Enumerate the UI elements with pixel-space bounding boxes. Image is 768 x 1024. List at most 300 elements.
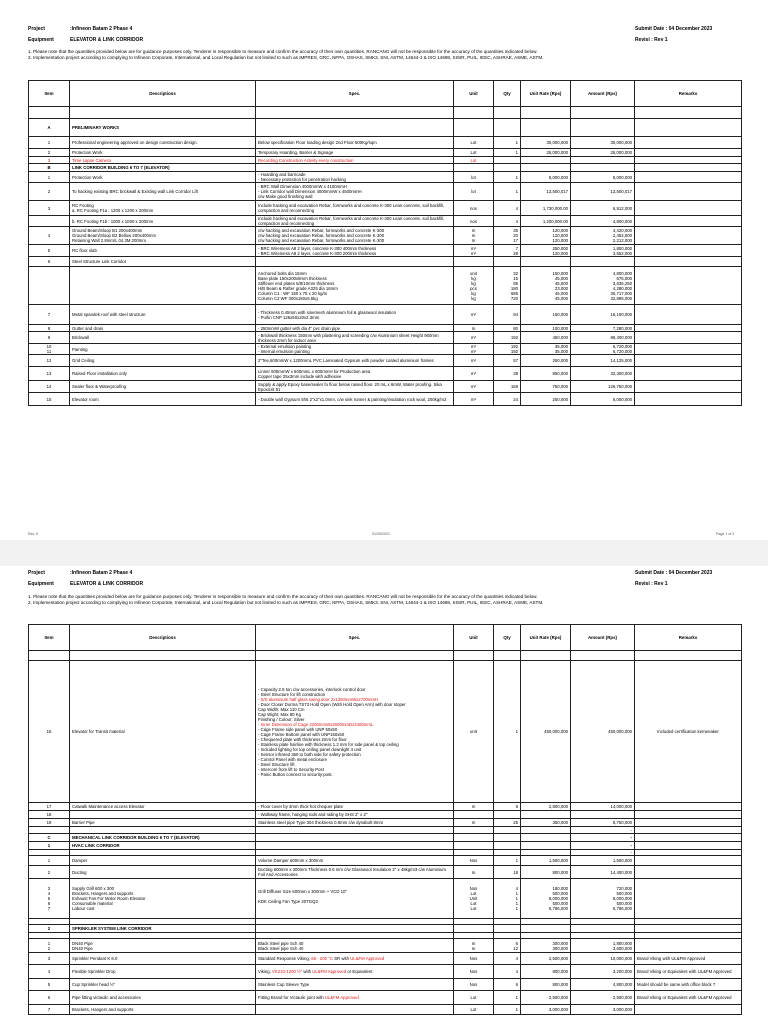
boq-table-page-2 [28, 624, 742, 1015]
spec-line: - Inner Dimension of Cage 2200mmWx2600mmDx2400mmL [258, 721, 374, 727]
description-cell [70, 267, 256, 305]
spec-line: - Cage Frame side panel with UNP 50x50 [258, 726, 338, 732]
item-cell: 3 [29, 953, 70, 965]
description-cell: Raised Floor installation only [70, 367, 256, 381]
item-cell: B [29, 164, 70, 172]
description-cell: Pipe fitting victaulic and accessories [70, 991, 256, 1005]
item-cell: 1 [29, 842, 70, 850]
rate-cell: 800,000 [521, 965, 571, 979]
col-qty: Qty [494, 81, 521, 107]
note-1: 1. Please note that the quantities provided below are for guidance purposes only. Tenderer is responsible to measure and confirm the accuracy of their own quantities. RANCANG will not be responsible for the accuracy of the quantities indicated below. [28, 49, 538, 54]
amount-cell: 32,300,000 [571, 367, 635, 381]
rate-cell: 250,000 120,000 [521, 245, 571, 257]
item-cell: 5 [29, 979, 70, 991]
qty-cell [494, 164, 521, 172]
col-spec: Spec. [256, 625, 454, 651]
amount-cell: 8,750,000 [571, 819, 635, 827]
spec-line: Cap Width: Max 110 Cm [258, 706, 305, 712]
unit-cell [454, 811, 494, 819]
item-cell: 7 [29, 305, 70, 325]
description-cell: Metal spandek roof with steel structure [70, 305, 256, 325]
amount-cell: 1,800,000 3,552,000 [571, 245, 635, 257]
equipment-label: Equipment [28, 37, 54, 43]
remarks-cell [635, 183, 742, 201]
item-cell: 19 [29, 819, 70, 827]
section-title: HVAC LINK CORRIDOR [70, 842, 256, 850]
qty-cell: 6 12 [494, 939, 521, 953]
equipment-value: ELEVATOR & LINK CORRIDOR [70, 581, 144, 587]
submit-date: Submit Date : 04 December 2023 [635, 26, 713, 32]
spec-line: - S/S aluminium half glass swing door 2x1350mmWx2700mmH [258, 696, 379, 702]
qty-cell: 1 [494, 991, 521, 1005]
qty-cell [494, 842, 521, 850]
qty-cell [494, 834, 521, 842]
unit-cell: Nos [454, 856, 494, 866]
rate-cell: 450,000 [521, 332, 571, 344]
spec-cell [256, 991, 454, 1005]
remarks-cell [635, 119, 742, 137]
table-row [29, 811, 742, 819]
description-cell: Professional engineering approved on design construction design. [70, 137, 256, 149]
spec-cell: Stainless Cup Sleeve Type [256, 979, 454, 991]
qty-cell: 4 [494, 965, 521, 979]
spec-cell: - Walkway frame, hanging rods and railing by SHS 2" x 2" [256, 811, 454, 819]
item-cell [29, 216, 70, 227]
remarks-cell [635, 257, 742, 267]
col-remarks: Remarks [635, 625, 742, 651]
remarks-cell [635, 1005, 742, 1015]
qty-cell: 1 [494, 183, 521, 201]
rate-cell: 30,000,000 [521, 137, 571, 149]
unit-cell: Lot [454, 991, 494, 1005]
unit-cell: Lot [454, 1005, 494, 1015]
qty-cell: 32 15 85 180 685 720 [494, 267, 521, 305]
spec-line: - Cage Frame Bottom panel with UNP150x50 [258, 731, 345, 737]
unit-cell: m² [454, 355, 494, 367]
spec-fragment: or Equivalent [346, 969, 373, 974]
table-row [29, 367, 742, 381]
table-row [29, 381, 742, 393]
spec-cell: - 250mmW gutter with dia 4" pvc drain pipe [256, 325, 454, 332]
rate-cell: 250,000 [521, 393, 571, 406]
amount-cell: 4,800,000 [571, 216, 635, 227]
table-row [29, 172, 742, 183]
unit-cell [454, 925, 494, 933]
item-cell: 10 11 [29, 344, 70, 355]
col-amount: Amount (Rps) [571, 81, 635, 107]
item-cell: 7 [29, 1005, 70, 1015]
col-descriptions: Descriptions [70, 81, 256, 107]
spec-cell: - Thickness 0.45mm with sinemesh aluminium foil & glasswool insulation - Purlin CNP 125x50x20x2.3mm [256, 305, 454, 325]
rate-cell: 750,000 [521, 381, 571, 393]
col-descriptions: Descriptions [70, 625, 256, 651]
rate-cell: 3,000,000 [521, 1005, 571, 1015]
spec-line: Cap Wight: Max 80 Kg [258, 711, 301, 717]
amount-cell: 16,100,000 [571, 305, 635, 325]
table-row [29, 866, 742, 879]
description-cell: DN40 Pipe DN40 Pipe [70, 939, 256, 953]
amount-cell: 6,000,000 [571, 393, 635, 406]
boq-body-page-1 [29, 119, 742, 406]
qty-cell: 4 [494, 216, 521, 227]
qty-cell: 169 [494, 381, 521, 393]
unit-cell: m m [454, 939, 494, 953]
table-row [29, 827, 742, 834]
rate-cell: 25,000,000 [521, 149, 571, 157]
qty-cell: 38 [494, 367, 521, 381]
remarks-cell [635, 305, 742, 325]
description-cell: Steel Structure Link Corridor [70, 257, 256, 267]
rate-cell: 120,000 120,000 120,000 [521, 227, 571, 245]
spec-line: - Capacity 2.5 ton c/w accessories, interlock control door [258, 686, 366, 692]
spec-cell [256, 257, 454, 267]
boq-table-page-1 [28, 80, 742, 406]
col-unit: Unit [454, 625, 494, 651]
spec-fragment: Standard Response Viking, [258, 956, 312, 961]
qty-cell: 4 [494, 201, 521, 216]
qty-cell: 5 [494, 803, 521, 811]
rate-cell [521, 834, 571, 842]
rate-cell: 1,200,000.00 [521, 216, 571, 227]
rate-cell: 2,500,000 [521, 991, 571, 1005]
spec-cell [256, 965, 454, 979]
spec-fragment: 68 - 200 °C [311, 956, 333, 961]
spec-cell: Supply & apply Epoxy base/sealer fo floor below raised floor. 20 mL x 6mW, Water proofing. Sika Epoxicrit 81 [256, 381, 454, 393]
spec-cell: Ducting 600mm x 300mm Thickness 0.6 mm c/w Glasswool Insulation 2" x 48kg/m3 c/w Aluminium Foil And Accessories [256, 866, 454, 879]
table-row [29, 393, 742, 406]
col-item: Item [29, 81, 70, 107]
page-gap [0, 540, 768, 566]
footer-left: Rev. 0 [28, 532, 39, 536]
spec-cell [256, 953, 454, 965]
spec-cell: Anchored bolts dia 15mm Base plate 150x200x8mm thickness Stiffener end plates 5/8/10mm thickness H/B Beam & Rafter grade A325 dia 16mm Column C1 : WF 150 x 75 x 20 kg/m Column C2 WF 300x150x6,5kg [256, 267, 454, 305]
spec-line: Finishing / Colour: Silver [258, 716, 305, 722]
amount-cell: 25,000,000 [571, 149, 635, 157]
unit-cell: m² [454, 332, 494, 344]
qty-cell: 25 [494, 819, 521, 827]
amount-cell: - [571, 834, 635, 842]
remarks-cell [635, 827, 742, 834]
col-unit: Unit [454, 81, 494, 107]
spec-fragment: Fitting Brand for Victaulic joint with [258, 995, 325, 1000]
qty-cell: 1 [494, 137, 521, 149]
remarks-cell: Brand Viking or Equivalent with UL&FM Approved [635, 965, 742, 979]
description-cell: Time Lapse Camera [70, 157, 256, 164]
amount-cell: 6,720,000 6,720,000 [571, 344, 635, 355]
unit-cell: m² m² [454, 245, 494, 257]
amount-cell: 14,125,000 [571, 355, 635, 367]
rate-cell: 1,730,000.00 [521, 201, 571, 216]
col-amount: Amount (Rps) [571, 625, 635, 651]
spec-cell [256, 164, 454, 172]
remarks-cell [635, 834, 742, 842]
remarks-cell [635, 842, 742, 850]
qty-cell: 57 [494, 355, 521, 367]
remarks-cell: Included certification kemenaker [635, 661, 742, 803]
remarks-cell [635, 227, 742, 245]
rate-cell [521, 164, 571, 172]
unit-cell: Nos Lot Unit Lot Lot [454, 879, 494, 919]
unit-cell: unit [454, 661, 494, 803]
spec-cell: - BRC Wiremess A8 2 layer, concrete K-300 400mm thickness - BRC Wiremess A8 2 layer, concrete K-300 200mm thickness [256, 245, 454, 257]
remarks-cell [635, 149, 742, 157]
spec-cell: - BRC Wall Dimension 4000mmW x 4100mmH - Link Corridor wall Dimension 4000mmW x 4500mmH c/w Make good finishing wall [256, 183, 454, 201]
qty-cell: 35 20 17 [494, 227, 521, 245]
spec-cell: Stainless steel pipe Type 304 thickness 0.8mm c/w dynabolt 8mm [256, 819, 454, 827]
qty-cell [494, 925, 521, 933]
unit-cell [454, 257, 494, 267]
amount-cell [571, 257, 635, 267]
table-row [29, 344, 742, 355]
remarks-cell: Brand Viking or Equivalent with UL&FM Approved [635, 991, 742, 1005]
item-cell: 9 [29, 332, 70, 344]
remarks-cell [635, 201, 742, 216]
qty-cell: 1 [494, 661, 521, 803]
note-1: 1. Please note that the quantities provided below are for guidance purposes only. Tenderer is responsible to measure and confirm the accuracy of their own quantities. RANCANG will not be responsible for the accuracy of the quantities indicated below. [28, 594, 538, 599]
remarks-cell [635, 866, 742, 879]
description-cell [70, 811, 256, 819]
qty-cell [494, 827, 521, 834]
table-row [29, 939, 742, 953]
qty-cell [494, 811, 521, 819]
spec-cell: c/w hacking and excavation Rebar, formworks and concrete K-300 c/w hacking and excavation Rebar, formworks and concrete K-300 c/w hacking and excavation Rebar, formworks and concrete K-300 [256, 227, 454, 245]
spec-cell: - Brickwall thickness 150mm with plastering and screeding c/w Aluminium sheet Height 900mm thickness 2mm for indoor area [256, 332, 454, 344]
col-qty: Qty [494, 625, 521, 651]
amount-cell: 126,750,000 [571, 381, 635, 393]
amount-cell [571, 925, 635, 933]
rate-cell [521, 257, 571, 267]
spec-cell [256, 1005, 454, 1015]
description-cell: To hacking existing BRC brickwall & Existing wall Link Corridor Lift [70, 183, 256, 201]
qty-cell: 1 [494, 172, 521, 183]
rate-cell [521, 811, 571, 819]
description-cell: Sprinkler Pendant K 8.0 [70, 953, 256, 965]
description-cell: Ground Beam/Sloop B1 200x400mm Ground Beam/Sloop B2 Bellow 200x400mm Retaining Wall 2.8mm/L 04.3M 200mm [70, 227, 256, 245]
amount-cell: 13,500,017 [571, 183, 635, 201]
unit-cell: m [454, 325, 494, 332]
table-row [29, 201, 742, 216]
description-cell: Elevator for Transit material [70, 661, 256, 803]
remarks-cell [635, 245, 742, 257]
col-item: Item [29, 625, 70, 651]
description-cell: Elevator room [70, 393, 256, 406]
col-remarks: Remarks [635, 81, 742, 107]
project-label: Project [28, 570, 45, 576]
remarks-cell [635, 172, 742, 183]
amount-cell: 3,000,000 [571, 1005, 635, 1015]
rate-cell: 800,000 [521, 866, 571, 879]
rate-cell: 250,000 [521, 355, 571, 367]
qty-cell [494, 257, 521, 267]
table-row [29, 991, 742, 1005]
amount-cell [571, 811, 635, 819]
amount-cell: 30,000,000 [571, 137, 635, 149]
amount-cell: 14,000,000 [571, 803, 635, 811]
unit-cell: lot [454, 183, 494, 201]
table-row [29, 325, 742, 332]
spec-cell [256, 119, 454, 137]
spec-cell: Volume Damper 600mm x 300mm [256, 856, 454, 866]
qty-cell: 7 28 [494, 245, 521, 257]
item-cell [29, 827, 70, 834]
qty-cell: 4 1 1 1 1 [494, 879, 521, 919]
item-cell: 2 [29, 183, 70, 201]
section-title: MECHANICAL LINK CORRIDOR BUILDING 6 TO 7 (ELEVATOR) [70, 834, 256, 842]
description-cell: RC floor slab [70, 245, 256, 257]
spec-fragment: UL&FM Approved [350, 956, 385, 961]
rate-cell: 150,000 45,000 45,000 23,000 45,000 45,000 [521, 267, 571, 305]
spec-fragment: Viking, [258, 969, 273, 974]
description-cell: Grid Ceiling [70, 355, 256, 367]
unit-cell: m [454, 803, 494, 811]
description-cell: Brackets, Hangers and supports [70, 1005, 256, 1015]
rate-cell: 2,500,000 [521, 953, 571, 965]
spec-line: - Door Closer Dorma TS73 Hold Open (With Hold Open Arm) with door stoper [258, 701, 406, 707]
remarks-cell [635, 939, 742, 953]
item-cell: 8 [29, 325, 70, 332]
rate-cell: 5,000,000 [521, 172, 571, 183]
equipment-label: Equipment [28, 581, 54, 587]
spec-line: - Steel Structure lift [258, 761, 295, 767]
rate-cell: 35,000 35,000 [521, 344, 571, 355]
amount-cell: 450,000,000 [571, 661, 635, 803]
description-cell: Catwalk Maintenance access Elevator [70, 803, 256, 811]
revision: Revisi : Rev 1 [635, 37, 668, 43]
project-value: :Infineon Batam 2 Phase 4 [70, 26, 133, 32]
remarks-cell [635, 157, 742, 164]
unit-cell: m² m² [454, 344, 494, 355]
description-cell: Barrier Pipe [70, 819, 256, 827]
equipment-value: ELEVATOR & LINK CORRIDOR [70, 37, 144, 43]
col-unit-rate: Unit Rate (Rps) [521, 625, 571, 651]
section-title: SPRINKLER SYSTEM LINK CORRIDOR [70, 925, 256, 933]
remarks-cell: Brand Viking with UL&FM Approved [635, 953, 742, 965]
description-cell [70, 827, 256, 834]
remarks-cell [635, 856, 742, 866]
qty-cell: 24 [494, 393, 521, 406]
section-row [29, 119, 742, 137]
item-cell: 1 [29, 172, 70, 183]
spec-line: - Panic Button connect to security post. [258, 771, 333, 777]
unit-cell [454, 827, 494, 834]
item-cell: 13 [29, 367, 70, 381]
spec-cell: Below specification Floor loading design 2nd Floor 500Kg/sqm [256, 137, 454, 149]
spec-line: - Sensor infrared 360 to both side for safety protection [258, 751, 361, 757]
item-cell: 6 [29, 257, 70, 267]
table-row [29, 979, 742, 991]
spec-line: - Included lighting for top ceiling panel downlight 4 unit [258, 746, 362, 752]
table-row [29, 245, 742, 257]
unit-cell: Nos [454, 979, 494, 991]
boq-body-page-2 [29, 661, 742, 1015]
table-row [29, 661, 742, 803]
qty-cell [494, 119, 521, 137]
description-cell: Cup Sprinkler head ½" [70, 979, 256, 991]
unit-cell: m [454, 819, 494, 827]
unit-cell: Nos [454, 965, 494, 979]
remarks-cell [635, 325, 742, 332]
unit-cell: Lot [454, 157, 494, 164]
spec-cell [256, 925, 454, 933]
qty-cell: 4 [494, 953, 521, 965]
spec-cell [256, 661, 454, 803]
remarks-cell [635, 344, 742, 355]
col-spec: Spec. [256, 81, 454, 107]
unit-cell: m² [454, 393, 494, 406]
rate-cell [521, 119, 571, 137]
item-cell: 18 [29, 811, 70, 819]
description-cell: Supply Grill 600 x 300 Brackets, Hangers and supports Exhaust Fan For Motor Room Elevator Consumable material Labour cost [70, 879, 256, 919]
qty-cell: 1 [494, 1005, 521, 1015]
spec-line: - Stainless plate hairline with thickness 1.2 mm for side panel & top ceiling [258, 741, 399, 747]
item-cell: 17 [29, 803, 70, 811]
table-row [29, 856, 742, 866]
amount-cell: - [571, 850, 635, 856]
qty-cell: 1 [494, 149, 521, 157]
item-cell: A [29, 119, 70, 137]
section-title: PRELIMINARY WORKS [70, 119, 256, 137]
spec-cell: - Double wall Gypsum 5h5 2"x2"x1.0mm, c/w sink runner & painting/insulation rock wool, 200kg/m2 [256, 393, 454, 406]
table-row [29, 305, 742, 325]
rate-cell: 850,000 [521, 367, 571, 381]
item-cell: 1 2 [29, 939, 70, 953]
item-cell [29, 267, 70, 305]
project-label: Project [28, 26, 45, 32]
item-cell: 1 [29, 856, 70, 866]
section-row [29, 834, 742, 842]
rate-cell [521, 842, 571, 850]
unit-cell: unit kg kg pcs kg kg [454, 267, 494, 305]
qty-cell: 94 [494, 305, 521, 325]
amount-cell: 1,800,000 3,600,000 [571, 939, 635, 953]
item-cell: 3 4 5 6 7 [29, 879, 70, 919]
item-cell: 4 [29, 965, 70, 979]
item-cell: 5 [29, 245, 70, 257]
unit-cell [454, 164, 494, 172]
amount-cell [571, 164, 635, 172]
remarks-cell [635, 811, 742, 819]
section-row [29, 164, 742, 172]
description-cell: Sealer floor & Waterproofing [70, 381, 256, 393]
description-cell: Gutter and drain [70, 325, 256, 332]
spec-fragment: with [302, 969, 313, 974]
unit-cell: m [454, 866, 494, 879]
table-row [29, 183, 742, 201]
description-cell: Protection Work [70, 172, 256, 183]
amount-cell: 2,500,000 [571, 991, 635, 1005]
unit-cell [454, 834, 494, 842]
spec-cell: Black Steel pipe Sch 40 Black Steel pipe Sch 40 [256, 939, 454, 953]
amount-cell: 86,400,000 [571, 332, 635, 344]
table-row [29, 257, 742, 267]
amount-cell: 14,400,000 [571, 866, 635, 879]
item-cell: 2 [29, 925, 70, 933]
qty-cell [494, 157, 521, 164]
table-row [29, 965, 742, 979]
description-cell: b. RC Footing F1b : 1000 x 1000 x 200mm [70, 216, 256, 227]
note-2: 2. Implementation project according to complying to Infineon Corporate, International, and Local Regulation but not limited to such as IMPRES, GRC, NFPA, OSHAS, SMK3, SNI, ASTM, 14644-1 & ISO 14698, SISIR, PUIL, IEEC, ASHRAE, ASME, ASTM. [28, 55, 544, 60]
footer-center: 01/25/2021 [372, 532, 390, 536]
qty-cell: 1 [494, 856, 521, 866]
amount-cell [571, 157, 635, 164]
col-unit-rate: Unit Rate (Rps) [521, 81, 571, 107]
description-cell: Protection Work [70, 149, 256, 157]
unit-cell: nos [454, 201, 494, 216]
table-row [29, 953, 742, 965]
amount-cell: 10,000,000 [571, 953, 635, 965]
amount-cell: 6,912,000 [571, 201, 635, 216]
spec-cell: - Floor cover by 3mm thick hot chequer plate [256, 803, 454, 811]
